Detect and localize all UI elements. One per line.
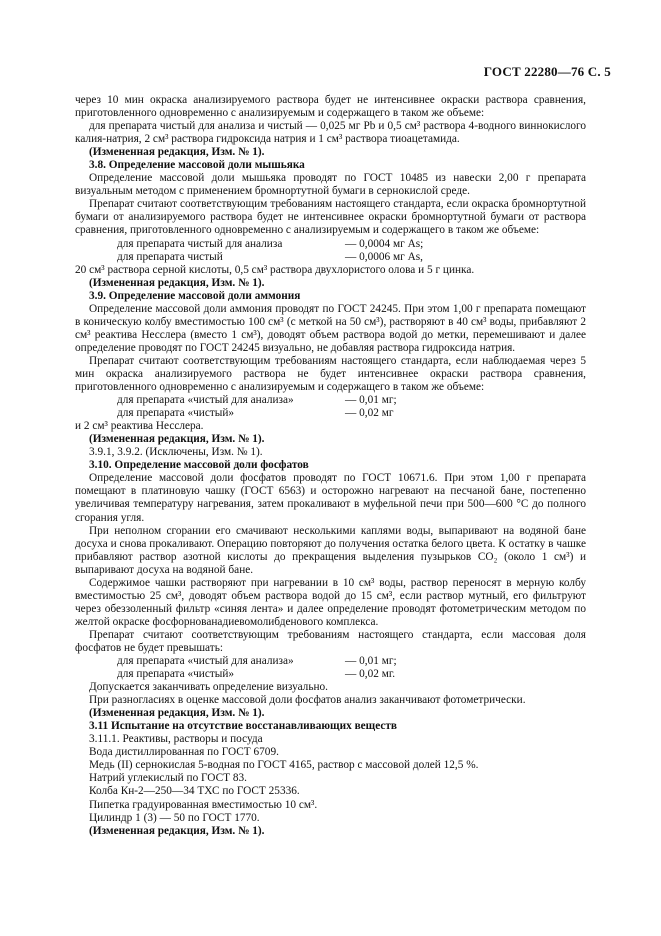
list-item: Пипетка градуированная вместимостью 10 см³. <box>89 798 318 811</box>
paragraph: При неполном сгорании его смачивают несколькими каплями воды, выпаривают на водяной бане досуха и снова прокаливают. Операцию повторяют до получения остатка белого цвета. К остатку в чашке прибавляют раствор азотной кислоты до прекращения выделения пузырьков CO₂ (около 1 см³) и выпаривают досуха на водяной бане. <box>75 524 586 576</box>
paragraph: через 10 мин окраска анализируемого раствора будет не интенсивнее окраски раствора сравнения, приготовленного одновременно с анализируемым и содержащего в таком же объеме: <box>75 94 586 120</box>
excluded-note: 3.9.1, 3.9.2. (Исключены, Изм. № 1). <box>89 446 263 459</box>
list-item: Цилиндр 1 (3) — 50 по ГОСТ 1770. <box>89 811 260 824</box>
norm-value: — 0,0006 мг As, <box>345 250 423 263</box>
norm-label: для препарата «чистый для анализа» <box>117 394 294 407</box>
list-item: Колба Кн-2—250—34 ТХС по ГОСТ 25336. <box>89 785 300 798</box>
section-heading-3-10: 3.10. Определение массовой доли фосфатов <box>89 459 309 472</box>
page-header: ГОСТ 22280—76 С. 5 <box>483 64 611 79</box>
norm-label: для препарата «чистый» <box>117 668 235 681</box>
list-item: Вода дистиллированная по ГОСТ 6709. <box>89 746 279 759</box>
norm-label: для препарата «чистый» <box>117 407 235 420</box>
paragraph: При разногласиях в оценке массовой доли фосфатов анализ заканчивают фотометрически. <box>89 694 526 707</box>
norm-value: — 0,01 мг; <box>345 655 397 668</box>
norm-row <box>75 668 586 681</box>
paragraph: Определение массовой доли мышьяка проводят по ГОСТ 10485 из навески 2,00 г препарата визуальным методом с применением бромнортутной бумаги в сернокислой среде. <box>75 172 586 198</box>
paragraph: Допускается заканчивать определение визуально. <box>89 681 328 694</box>
paragraph: Препарат считают соответствующим требованиям настоящего стандарта, если массовая доля фосфатов не будет превышать: <box>75 628 586 654</box>
norm-value: — 0,01 мг; <box>345 394 397 407</box>
norm-label: для препарата «чистый для анализа» <box>117 655 294 668</box>
list-item: Медь (II) сернокислая 5-водная по ГОСТ 4165, раствор с массовой долей 12,5 %. <box>89 759 479 772</box>
norm-value: — 0,02 мг. <box>345 668 396 681</box>
norm-value: — 0,02 мг <box>345 407 394 420</box>
section-heading-3-8: 3.8. Определение массовой доли мышьяка <box>89 159 305 172</box>
norm-label: для препарата чистый <box>117 250 223 263</box>
paragraph: 20 см³ раствора серной кислоты, 0,5 см³ раствора двухлористого олова и 5 г цинка. <box>75 263 475 276</box>
paragraph: Содержимое чашки растворяют при нагревании в 10 см³ воды, раствор переносят в мерную колбу вместимостью 25 см³, доводят объем раствора водой до 15 см³, если раствор мутный, его фильтруют через обеззоленный фильтр «синяя лента» и далее определение проводят фотометрическим методом по желтой окраске фосфорнованадиевомолибденового комплекса. <box>75 576 586 628</box>
paragraph: Определение массовой доли аммония проводят по ГОСТ 24245. При этом 1,00 г препарата помещают в коническую колбу вместимостью 100 см³ (с меткой на 50 см³), растворяют в 40 см³ воды, прибавляют 2 см³ реактива Несслера (вместо 1 см³), доводят объем раствора водой до метки, перемешивают и далее определение проводят по ГОСТ 24245 визуально, не добавляя раствора гидроксида натрия. <box>75 302 586 354</box>
edition-note: (Измененная редакция, Изм. № 1). <box>89 433 265 446</box>
paragraph: Препарат считают соответствующим требованиям настоящего стандарта, если окраска бромнортутной бумаги от анализируемого раствора будет не интенсивнее окраски бромнортутной бумаги от раствора сравнения, приготовленного одновременно с анализируемым и содержащего в таком же объеме: <box>75 198 586 237</box>
paragraph: для препарата чистый для анализа и чистый — 0,025 мг Pb и 0,5 см³ раствора 4-водного виннокислого калия-натрия, 2 см³ раствора гидроксида натрия и 1 см³ раствора тиоацетамида. <box>75 120 586 146</box>
section-heading-3-11: 3.11 Испытание на отсутствие восстанавливающих веществ <box>89 720 398 733</box>
section-heading-3-9: 3.9. Определение массовой доли аммония <box>89 289 301 302</box>
list-item: Натрий углекислый по ГОСТ 83. <box>89 772 247 785</box>
edition-note: (Измененная редакция, Изм. № 1). <box>89 146 265 159</box>
norm-row <box>75 394 586 407</box>
norm-label: для препарата чистый для анализа <box>117 237 283 250</box>
edition-note: (Измененная редакция, Изм. № 1). <box>89 707 265 720</box>
norm-row <box>75 655 586 668</box>
paragraph: Определение массовой доли фосфатов проводят по ГОСТ 10671.6. При этом 1,00 г препарата помещают в платиновую чашку (ГОСТ 6563) и осторожно нагревают на песчаной бане, постепенно увеличивая температуру нагревания, затем прокаливают в муфельной печи при 500—600 °С до полного сгорания угля. <box>75 472 586 524</box>
norm-row <box>75 251 586 264</box>
subsection-heading: 3.11.1. Реактивы, растворы и посуда <box>89 733 263 746</box>
norm-row <box>75 407 586 420</box>
paragraph: Препарат считают соответствующим требованиям настоящего стандарта, если наблюдаемая через 5 мин окраска анализируемого раствора не будет интенсивнее окраски раствора сравнения, приготовленного одновременно с анализируемым и содержащего в таком же объеме: <box>75 354 586 394</box>
edition-note: (Измененная редакция, Изм. № 1). <box>89 824 265 837</box>
document-body <box>75 94 586 838</box>
edition-note: (Измененная редакция, Изм. № 1). <box>89 276 265 289</box>
paragraph: и 2 см³ реактива Несслера. <box>75 420 204 433</box>
norm-row <box>75 238 586 251</box>
norm-value: — 0,0004 мг As; <box>345 237 424 250</box>
